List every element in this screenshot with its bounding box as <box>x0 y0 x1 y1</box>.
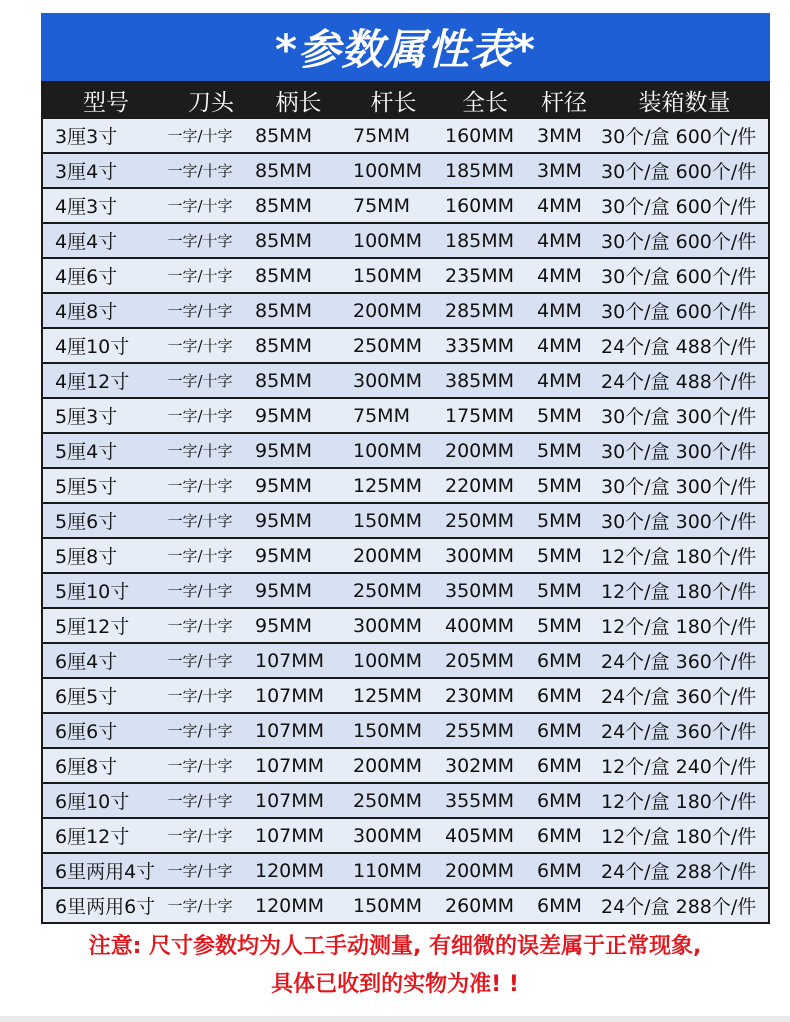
cell-shaft-length: 110MM <box>353 859 423 882</box>
cell-total-length: 302MM <box>445 754 515 777</box>
cell-handle-length: 85MM <box>255 124 312 147</box>
cell-blade: 一字/十字 <box>167 862 233 880</box>
cell-model: 5厘3寸 <box>55 406 118 428</box>
cell-handle-length: 85MM <box>255 264 312 287</box>
cell-total-length: 350MM <box>445 579 515 602</box>
cell-blade: 一字/十字 <box>167 512 233 530</box>
cell-shaft-diameter: 6MM <box>537 684 582 707</box>
table-row <box>43 504 768 539</box>
cell-model: 4厘4寸 <box>55 231 118 253</box>
cell-shaft-length: 100MM <box>353 229 423 252</box>
cell-handle-length: 85MM <box>255 299 312 322</box>
cell-shaft-diameter: 4MM <box>537 334 582 357</box>
cell-packing-quantity: 30个/盒 600个/件 <box>601 266 757 288</box>
cell-shaft-diameter: 4MM <box>537 369 582 392</box>
cell-handle-length: 120MM <box>255 859 325 882</box>
cell-total-length: 255MM <box>445 719 515 742</box>
cell-packing-quantity: 30个/盒 600个/件 <box>601 301 757 323</box>
cell-shaft-length: 75MM <box>353 404 410 427</box>
cell-shaft-diameter: 6MM <box>537 859 582 882</box>
cell-blade: 一字/十字 <box>167 722 233 740</box>
cell-total-length: 400MM <box>445 614 515 637</box>
cell-handle-length: 85MM <box>255 334 312 357</box>
cell-model: 3厘3寸 <box>55 126 118 148</box>
cell-packing-quantity: 12个/盒 180个/件 <box>601 826 757 848</box>
cell-shaft-diameter: 6MM <box>537 894 582 917</box>
cell-shaft-length: 150MM <box>353 719 423 742</box>
cell-handle-length: 95MM <box>255 579 312 602</box>
cell-handle-length: 120MM <box>255 894 325 917</box>
table-row <box>43 329 768 364</box>
cell-blade: 一字/十字 <box>167 547 233 565</box>
cell-handle-length: 95MM <box>255 404 312 427</box>
cell-total-length: 235MM <box>445 264 515 287</box>
cell-total-length: 335MM <box>445 334 515 357</box>
cell-handle-length: 85MM <box>255 159 312 182</box>
cell-model: 6厘12寸 <box>55 826 130 848</box>
cell-model: 6厘5寸 <box>55 686 118 708</box>
page-title: *参数属性表* <box>275 25 536 74</box>
cell-handle-length: 107MM <box>255 824 325 847</box>
cell-model: 6厘10寸 <box>55 791 130 813</box>
cell-total-length: 230MM <box>445 684 515 707</box>
column-header-total-length: 全长 <box>462 89 508 116</box>
cell-blade: 一字/十字 <box>167 652 233 670</box>
cell-shaft-diameter: 5MM <box>537 614 582 637</box>
cell-blade: 一字/十字 <box>167 687 233 705</box>
table-row <box>43 119 768 154</box>
cell-shaft-diameter: 4MM <box>537 264 582 287</box>
cell-handle-length: 107MM <box>255 684 325 707</box>
cell-total-length: 185MM <box>445 159 515 182</box>
column-header-shaft-length: 杆长 <box>370 89 417 116</box>
table-row <box>43 154 768 189</box>
cell-total-length: 300MM <box>445 544 515 567</box>
cell-blade: 一字/十字 <box>167 442 233 460</box>
cell-handle-length: 85MM <box>255 369 312 392</box>
cell-blade: 一字/十字 <box>167 162 233 180</box>
column-header-packing-quantity: 装箱数量 <box>638 89 731 116</box>
cell-shaft-length: 100MM <box>353 439 423 462</box>
cell-blade: 一字/十字 <box>167 302 233 320</box>
cell-blade: 一字/十字 <box>167 232 233 250</box>
cell-blade: 一字/十字 <box>167 337 233 355</box>
table-row <box>43 539 768 574</box>
cell-shaft-diameter: 3MM <box>537 124 582 147</box>
cell-packing-quantity: 12个/盒 180个/件 <box>601 581 757 603</box>
cell-total-length: 250MM <box>445 509 515 532</box>
cell-handle-length: 107MM <box>255 719 325 742</box>
cell-packing-quantity: 30个/盒 600个/件 <box>601 161 757 183</box>
table-row <box>43 819 768 854</box>
cell-shaft-length: 150MM <box>353 509 423 532</box>
cell-model: 6厘4寸 <box>55 651 118 673</box>
cell-packing-quantity: 12个/盒 180个/件 <box>601 791 757 813</box>
cell-model: 4厘10寸 <box>55 336 130 358</box>
cell-model: 4厘3寸 <box>55 196 118 218</box>
cell-shaft-length: 150MM <box>353 894 423 917</box>
cell-packing-quantity: 12个/盒 240个/件 <box>601 756 757 778</box>
table-row <box>43 364 768 399</box>
cell-handle-length: 95MM <box>255 544 312 567</box>
cell-blade: 一字/十字 <box>167 267 233 285</box>
cell-handle-length: 85MM <box>255 229 312 252</box>
cell-model: 3厘4寸 <box>55 161 118 183</box>
cell-packing-quantity: 24个/盒 360个/件 <box>601 721 757 743</box>
cell-total-length: 285MM <box>445 299 515 322</box>
table-header <box>41 81 770 119</box>
cell-total-length: 205MM <box>445 649 515 672</box>
table-row <box>43 259 768 294</box>
cell-handle-length: 95MM <box>255 509 312 532</box>
table-row <box>43 609 768 644</box>
cell-total-length: 385MM <box>445 369 515 392</box>
cell-blade: 一字/十字 <box>167 197 233 215</box>
column-header-blade: 刀头 <box>188 89 234 116</box>
cell-shaft-diameter: 6MM <box>537 824 582 847</box>
cell-blade: 一字/十字 <box>167 827 233 845</box>
cell-blade: 一字/十字 <box>167 617 233 635</box>
cell-model: 6里两用4寸 <box>55 861 156 883</box>
cell-shaft-length: 300MM <box>353 824 423 847</box>
cell-shaft-length: 75MM <box>353 194 410 217</box>
cell-packing-quantity: 24个/盒 288个/件 <box>601 896 757 918</box>
cell-total-length: 160MM <box>445 194 515 217</box>
cell-shaft-length: 250MM <box>353 579 423 602</box>
cell-shaft-diameter: 5MM <box>537 579 582 602</box>
column-header-handle-length: 柄长 <box>275 89 322 116</box>
cell-shaft-length: 200MM <box>353 544 423 567</box>
spec-table-body <box>41 119 770 924</box>
cell-shaft-diameter: 6MM <box>537 649 582 672</box>
title-banner <box>41 13 770 81</box>
cell-packing-quantity: 30个/盒 600个/件 <box>601 196 757 218</box>
table-row <box>43 784 768 819</box>
table-row <box>43 854 768 889</box>
cell-packing-quantity: 30个/盒 600个/件 <box>601 231 757 253</box>
cell-blade: 一字/十字 <box>167 372 233 390</box>
cell-model: 5厘4寸 <box>55 441 118 463</box>
cell-shaft-diameter: 3MM <box>537 159 582 182</box>
cell-shaft-length: 125MM <box>353 684 423 707</box>
cell-packing-quantity: 24个/盒 360个/件 <box>601 686 757 708</box>
table-row <box>43 749 768 784</box>
cell-shaft-length: 250MM <box>353 334 423 357</box>
table-row <box>43 434 768 469</box>
cell-shaft-diameter: 5MM <box>537 544 582 567</box>
cell-packing-quantity: 30个/盒 600个/件 <box>601 126 757 148</box>
table-row <box>43 714 768 749</box>
bottom-divider <box>0 1016 790 1022</box>
cell-total-length: 200MM <box>445 859 515 882</box>
cell-shaft-diameter: 6MM <box>537 719 582 742</box>
cell-packing-quantity: 30个/盒 300个/件 <box>601 406 757 428</box>
cell-shaft-length: 150MM <box>353 264 423 287</box>
cell-shaft-length: 200MM <box>353 754 423 777</box>
cell-shaft-length: 100MM <box>353 649 423 672</box>
cell-blade: 一字/十字 <box>167 792 233 810</box>
cell-total-length: 175MM <box>445 404 515 427</box>
cell-packing-quantity: 12个/盒 180个/件 <box>601 616 757 638</box>
cell-model: 6里两用6寸 <box>55 896 156 918</box>
column-header-shaft-diameter: 杆径 <box>541 89 587 116</box>
cell-shaft-diameter: 5MM <box>537 439 582 462</box>
note-line-2: 具体已收到的实物为准! ! <box>271 972 519 997</box>
cell-model: 4厘6寸 <box>55 266 118 288</box>
cell-handle-length: 107MM <box>255 789 325 812</box>
cell-shaft-length: 250MM <box>353 789 423 812</box>
cell-shaft-length: 300MM <box>353 614 423 637</box>
cell-total-length: 160MM <box>445 124 515 147</box>
cell-packing-quantity: 12个/盒 180个/件 <box>601 546 757 568</box>
cell-model: 6厘8寸 <box>55 756 118 778</box>
cell-handle-length: 95MM <box>255 439 312 462</box>
cell-shaft-diameter: 5MM <box>537 474 582 497</box>
cell-shaft-length: 200MM <box>353 299 423 322</box>
table-row <box>43 189 768 224</box>
cell-packing-quantity: 24个/盒 288个/件 <box>601 861 757 883</box>
cell-blade: 一字/十字 <box>167 582 233 600</box>
cell-model: 4厘8寸 <box>55 301 118 323</box>
table-row <box>43 224 768 259</box>
cell-total-length: 405MM <box>445 824 515 847</box>
cell-handle-length: 95MM <box>255 614 312 637</box>
cell-shaft-length: 100MM <box>353 159 423 182</box>
cell-shaft-diameter: 5MM <box>537 404 582 427</box>
cell-packing-quantity: 24个/盒 488个/件 <box>601 371 757 393</box>
cell-model: 5厘10寸 <box>55 581 130 603</box>
cell-total-length: 220MM <box>445 474 515 497</box>
cell-blade: 一字/十字 <box>167 407 233 425</box>
cell-packing-quantity: 30个/盒 300个/件 <box>601 511 757 533</box>
column-header-model: 型号 <box>83 89 129 116</box>
cell-model: 5厘5寸 <box>55 476 118 498</box>
cell-total-length: 185MM <box>445 229 515 252</box>
table-row <box>43 889 768 924</box>
note-line-1: 注意: 尺寸参数均为人工手动测量, 有细微的误差属于正常现象, <box>88 934 702 959</box>
cell-packing-quantity: 30个/盒 300个/件 <box>601 476 757 498</box>
cell-handle-length: 107MM <box>255 649 325 672</box>
cell-model: 5厘12寸 <box>55 616 130 638</box>
cell-shaft-diameter: 4MM <box>537 229 582 252</box>
cell-model: 6厘6寸 <box>55 721 118 743</box>
cell-total-length: 200MM <box>445 439 515 462</box>
cell-packing-quantity: 24个/盒 488个/件 <box>601 336 757 358</box>
table-row <box>43 294 768 329</box>
cell-model: 5厘6寸 <box>55 511 118 533</box>
cell-handle-length: 107MM <box>255 754 325 777</box>
cell-total-length: 260MM <box>445 894 515 917</box>
cell-shaft-diameter: 4MM <box>537 194 582 217</box>
cell-shaft-length: 75MM <box>353 124 410 147</box>
cell-blade: 一字/十字 <box>167 897 233 915</box>
table-row <box>43 644 768 679</box>
cell-shaft-diameter: 6MM <box>537 754 582 777</box>
cell-shaft-diameter: 4MM <box>537 299 582 322</box>
cell-shaft-length: 125MM <box>353 474 423 497</box>
cell-blade: 一字/十字 <box>167 127 233 145</box>
cell-model: 5厘8寸 <box>55 546 118 568</box>
cell-shaft-diameter: 6MM <box>537 789 582 812</box>
cell-packing-quantity: 30个/盒 300个/件 <box>601 441 757 463</box>
cell-shaft-length: 300MM <box>353 369 423 392</box>
cell-model: 4厘12寸 <box>55 371 130 393</box>
table-row <box>43 574 768 609</box>
measurement-note <box>0 928 790 1004</box>
table-row <box>43 469 768 504</box>
cell-handle-length: 95MM <box>255 474 312 497</box>
cell-blade: 一字/十字 <box>167 757 233 775</box>
cell-handle-length: 85MM <box>255 194 312 217</box>
cell-packing-quantity: 24个/盒 360个/件 <box>601 651 757 673</box>
cell-blade: 一字/十字 <box>167 477 233 495</box>
table-row <box>43 679 768 714</box>
table-row <box>43 399 768 434</box>
cell-shaft-diameter: 5MM <box>537 509 582 532</box>
cell-total-length: 355MM <box>445 789 515 812</box>
